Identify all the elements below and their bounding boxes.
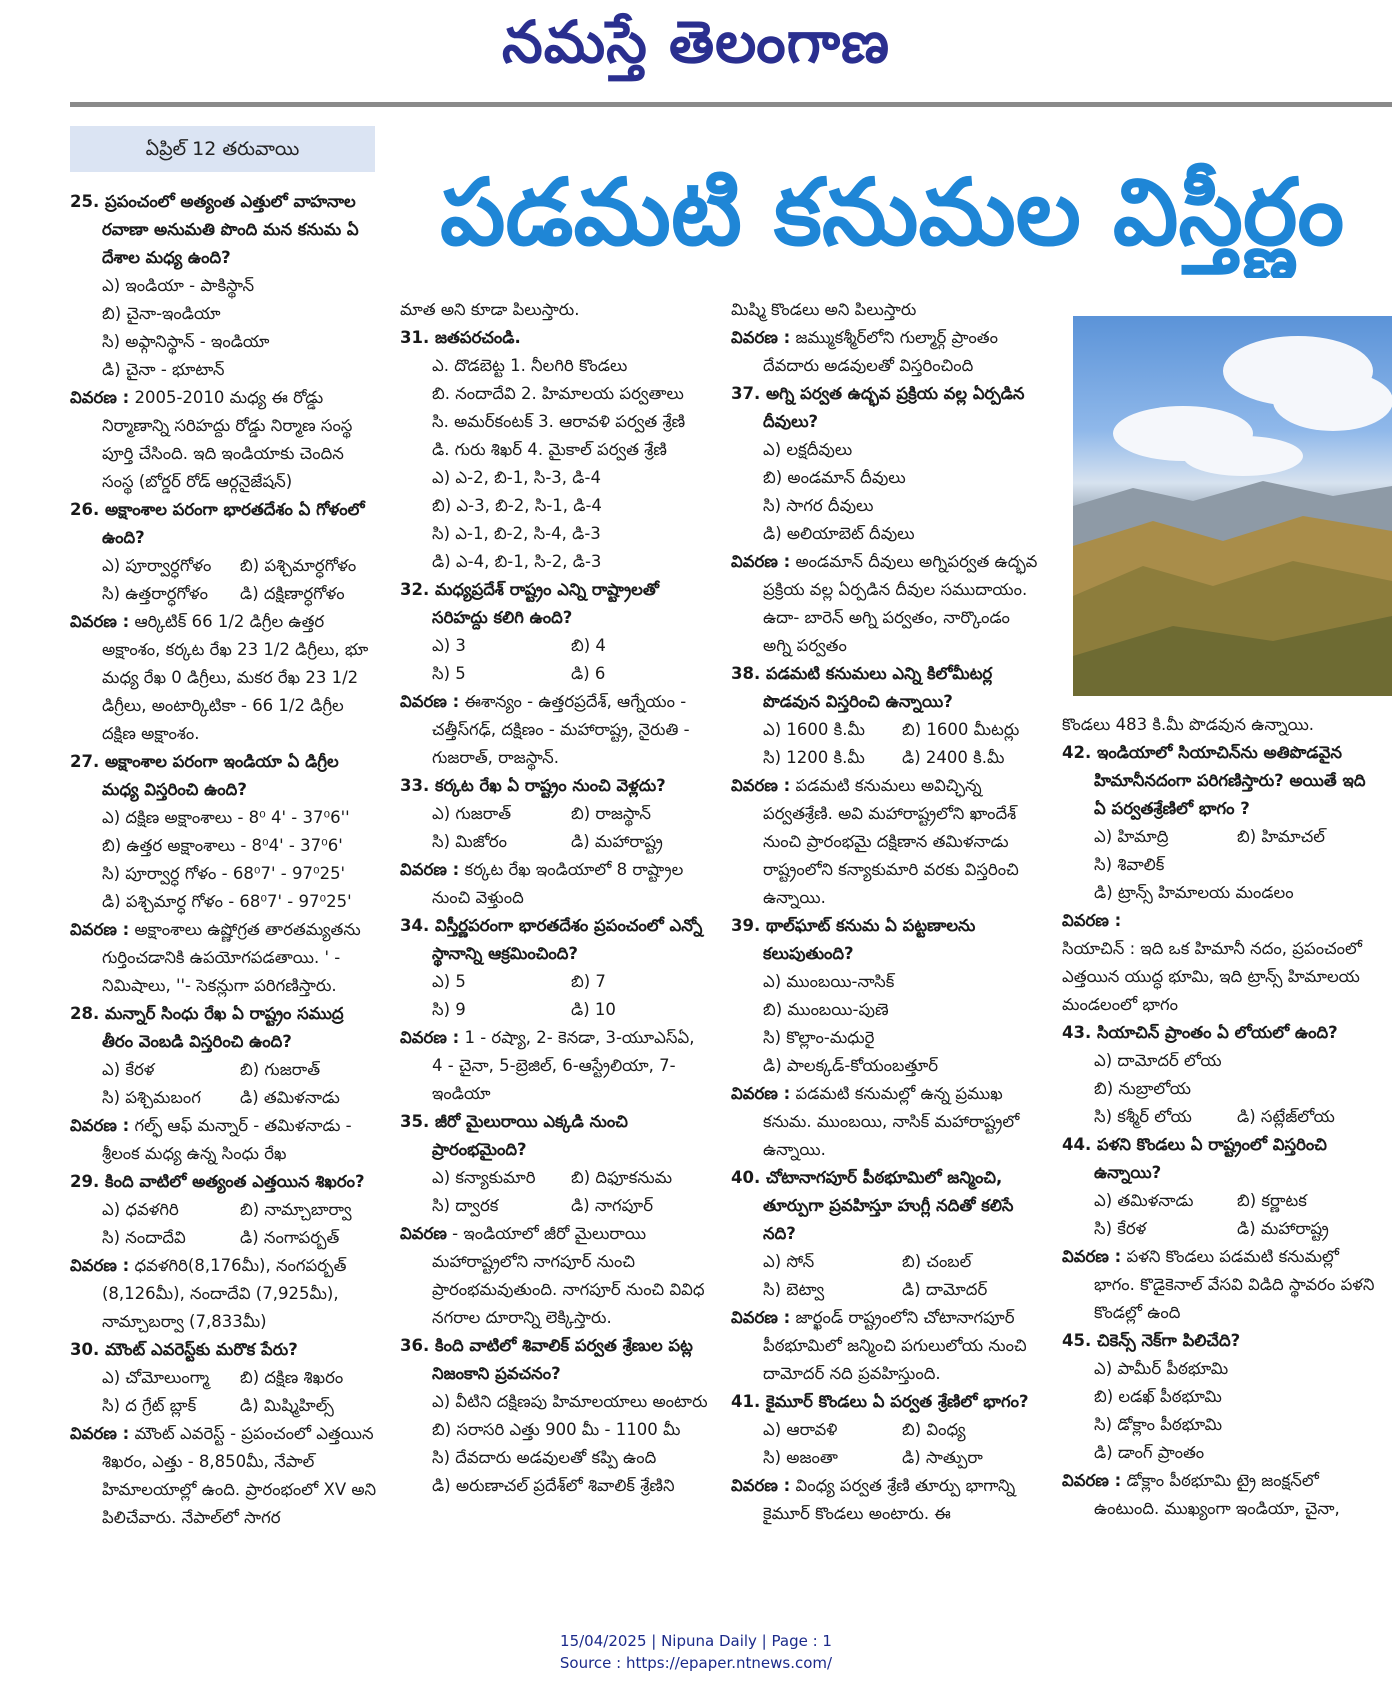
explanation xyxy=(70,608,378,748)
answer-option: సి) నందాదేవి xyxy=(102,1228,186,1247)
explanation-label: వివరణ : xyxy=(400,692,460,711)
answer-option-pair xyxy=(400,968,710,996)
answer-option: డి) డాంగ్ ప్రాంతం xyxy=(1094,1443,1205,1462)
answer-option: ఎ) 5 xyxy=(432,972,466,991)
question-text: 28. మన్నార్ సింధు రేఖ ఏ రాష్ట్రం సముద్ర తీరం వెంబడి విస్తరించి ఉంది? xyxy=(70,1004,344,1051)
question-text: 45. చికెన్స్ నెక్‌గా పిలిచేది? xyxy=(1062,1331,1241,1350)
explanation-text: డోక్లాం పీఠభూమి ట్రై జంక్షన్‌లో ఉంటుంది. ముఖ్యంగా ఇండియా, చైనా, xyxy=(1094,1471,1340,1518)
question-text: 38. పడమటి కనుమలు ఎన్ని కిలోమీటర్ల పొడవున విస్తరించి ఉన్నాయి? xyxy=(731,664,993,711)
answer-option: బి) ముంబయి-పుణె xyxy=(763,1000,889,1019)
answer-option: డి) పాలక్కడ్-కోయంబత్తూర్ xyxy=(763,1056,939,1075)
header-divider xyxy=(70,102,1392,107)
answer-option: బి) నుబ్రాలోయ xyxy=(1094,1079,1191,1098)
explanation xyxy=(70,1112,378,1168)
explanation-text: జమ్ముకశ్మీర్‌లోని గుల్మార్గ్ ప్రాంతం దేవదారు అడవులతో విస్తరించింది xyxy=(763,328,998,375)
answer-option: సి) డోక్లాం పీఠభూమి xyxy=(1094,1415,1223,1434)
explanation-text: ఆర్కిటిక్ 66 1/2 డిగ్రీల ఉత్తర అక్షాంశం, కర్కట రేఖ 23 1/2 డిగ్రీలు, భూ మధ్య రేఖ 0 డిగ్రీలు, మకర రేఖ 23 1/2 డిగ్రీలు, అంటార్కిటికా - 66 1/2 డిగ్రీల దక్షిణ అక్షాంశం. xyxy=(102,612,369,743)
answer-option: డి) 10 xyxy=(571,1000,616,1019)
answer-option-pair xyxy=(400,660,710,688)
answer-option: బి) లడఖ్ పీఠభూమి xyxy=(1094,1387,1222,1406)
answer-option: డి) మహారాష్ట్ర xyxy=(1237,1219,1329,1238)
answer-option: డి) నాగపూర్ xyxy=(571,1196,654,1215)
explanation xyxy=(1062,1467,1380,1523)
answer-option: ఎ) ఇండియా - పాకిస్థాన్ xyxy=(102,276,255,295)
explanation-text: ఈశాన్యం - ఉత్తరప్రదేశ్, ఆగ్నేయం - చత్తీస్‌గఢ్, దక్షిణం - మహారాష్ట్ర, నైరుతి - గుజరాత్, రాజస్థాన్. xyxy=(432,692,690,767)
answer-option-pair xyxy=(1062,1215,1380,1243)
explanation-label: వివరణ : xyxy=(1062,1471,1122,1490)
answer-option: ఎ) లక్షదీవులు xyxy=(763,440,853,459)
answer-option: సి) 5 xyxy=(432,664,466,683)
explanation-label: వివరణ : xyxy=(70,612,130,631)
question-text: 30. మౌంట్ ఎవరెస్ట్‌కు మరొక పేరు? xyxy=(70,1340,298,1359)
answer-option-pair xyxy=(70,1056,378,1084)
explanation-text: - ఇండియాలో జీరో మైలురాయి మహారాష్ట్రలోని నాగపూర్ నుంచి ప్రారంభమవుతుంది. నాగపూర్ నుంచి వివిధ నగరాల దూరాన్ని లెక్కిస్తారు. xyxy=(432,1224,705,1327)
explanation-text: అండమాన్ దీవులు అగ్నిపర్వత ఉద్భవ ప్రక్రియ వల్ల ఏర్పడిన దీవుల సముదాయం. ఉదా- బారెన్ అగ్ని పర్వతం, నార్కొండం అగ్ని పర్వతం xyxy=(763,552,1038,655)
answer-option: ఎ) సోన్ xyxy=(763,1252,815,1271)
answer-option-pair xyxy=(731,744,1041,772)
answer-option: సి. అమర్‌కంటక్ 3. ఆరావళి పర్వత శ్రేణి xyxy=(432,412,686,431)
answer-option-pair xyxy=(400,632,710,660)
answer-option: ఎ) చోమోలుంగ్మా xyxy=(102,1368,210,1387)
answer-option: బి) దక్షిణ శిఖరం xyxy=(240,1368,344,1387)
answer-option-pair xyxy=(731,716,1041,744)
answer-option: బి) నామ్చాబార్వా xyxy=(240,1200,352,1219)
question-text: 40. చోటానాగపూర్ పీఠభూమిలో జన్మించి, తూర్పుగా ప్రవహిస్తూ హుగ్లీ నదితో కలిసే నది? xyxy=(731,1168,1014,1243)
explanation xyxy=(70,916,378,1000)
answer-option-pair xyxy=(70,1364,378,1392)
answer-option: సి) బెట్వా xyxy=(763,1280,825,1299)
answer-option: సి) సాగర దీవులు xyxy=(763,496,874,515)
answer-option: బి) ఉత్తర అక్షాంశాలు - 8⁰4' - 37⁰6' xyxy=(102,836,343,855)
answer-option: బి) ఎ-3, బి-2, సి-1, డి-4 xyxy=(432,496,602,515)
explanation xyxy=(70,384,378,496)
footer-date-line: 15/04/2025 | Nipuna Daily | Page : 1 xyxy=(560,1632,832,1650)
explanation xyxy=(731,548,1041,660)
explanation xyxy=(731,1472,1041,1528)
answer-option-pair xyxy=(731,1444,1041,1472)
answer-option: డి) తమిళనాడు xyxy=(240,1088,340,1107)
question-text: 41. కైమూర్ కొండలు ఏ పర్వత శ్రేణిలో భాగం? xyxy=(731,1392,1029,1411)
explanation-label: వివరణ : xyxy=(731,1084,791,1103)
explanation xyxy=(731,1304,1041,1388)
answer-option: ఎ) 3 xyxy=(432,636,466,655)
answer-option: డి) మహారాష్ట్ర xyxy=(571,832,663,851)
page-headline: పడమటి కనుమల విస్తీర్ణం xyxy=(440,159,1345,266)
question-text: 44. పళని కొండలు ఏ రాష్ట్రంలో విస్తరించి ఉన్నాయి? xyxy=(1062,1135,1327,1182)
explanation-label: వివరణ : xyxy=(731,776,791,795)
answer-option: బి) పశ్చిమార్ధగోళం xyxy=(240,556,357,575)
question-text: 34. విస్తీర్ణపరంగా భారతదేశం ప్రపంచంలో ఎన్నో స్థానాన్ని ఆక్రమించింది? xyxy=(400,916,703,963)
explanation-text: అక్షాంశాలు ఉష్ణోగ్రత తారతమ్యతను గుర్తించడానికి ఉపయోగపడతాయి. ' - నిమిషాలు, ''- సెకన్లుగా పరిగణిస్తారు. xyxy=(102,920,361,995)
explanation-label: వివరణ : xyxy=(731,1308,791,1327)
explanation-label: వివరణ : xyxy=(70,920,130,939)
explanation-text: కర్కట రేఖ ఇండియాలో 8 రాష్ట్రాల నుంచి వెళ్తుంది xyxy=(432,860,684,907)
answer-option: డి) నంగాపర్బత్ xyxy=(240,1228,340,1247)
answer-option: బి. నందాదేవి 2. హిమాలయ పర్వతాలు xyxy=(432,384,684,403)
answer-option: బి) హిమాచల్ xyxy=(1237,827,1325,846)
article-column-4 xyxy=(1062,711,1380,1523)
answer-option: డి) సట్లేజ్‌లోయ xyxy=(1237,1107,1335,1126)
answer-option-pair xyxy=(70,1196,378,1224)
answer-option-pair xyxy=(731,1416,1041,1444)
answer-option: ఎ) ఎ-2, బి-1, సి-3, డి-4 xyxy=(432,468,601,487)
continuation-text: మిష్మి కొండలు అని పిలుస్తారు xyxy=(731,300,917,319)
answer-option: డి) దక్షిణార్ధగోళం xyxy=(240,584,345,603)
explanation-text: వింధ్య పర్వత శ్రేణి తూర్పు భాగాన్ని కైమూర్ కొండలు అంటారు. ఈ xyxy=(763,1476,1016,1523)
answer-option: డి) చైనా - భూటాన్ xyxy=(102,360,225,379)
article-column-1 xyxy=(70,188,378,1532)
explanation-text: మౌంట్ ఎవరెస్ట్ - ప్రపంచంలో ఎత్తయిన శిఖరం, ఎత్తు - 8,850మీ, నేపాల్ హిమాలయాల్లో ఉంది. ప్రారంభంలో XV అని పిలిచేవారు. నేపాల్‌లో సాగర xyxy=(102,1424,377,1527)
answer-option: డి) ట్రాన్స్ హిమాలయ మండలం xyxy=(1094,883,1294,902)
explanation-label: వివరణ : xyxy=(400,1028,460,1047)
answer-option: ఎ) కేరళ xyxy=(102,1060,155,1079)
explanation-label: వివరణ : xyxy=(70,1116,130,1135)
answer-option-pair xyxy=(400,828,710,856)
answer-option: సి) మిజోరం xyxy=(432,832,508,851)
question-text: 42. ఇండియాలో సియాచిన్‌ను అతిపొడవైన హిమానీనదంగా పరిగణిస్తారు? అయితే ఇది ఏ పర్వతశ్రేణిలో భాగం ? xyxy=(1062,743,1366,818)
answer-option: ఎ) వీటిని దక్షిణపు హిమాలయాలు అంటారు xyxy=(432,1392,708,1411)
answer-option: డి. గురు శిఖర్ 4. మైకాల్ పర్వత శ్రేణి xyxy=(432,440,667,459)
mountain-landscape-photo xyxy=(1073,316,1392,696)
answer-option: ఎ) దక్షిణ అక్షాంశాలు - 8⁰ 4' - 37⁰6'' xyxy=(102,808,350,827)
article-column-2 xyxy=(400,296,710,1500)
page-footer xyxy=(0,1630,1392,1674)
answer-option: సి) పశ్చిమబంగ xyxy=(102,1088,201,1107)
answer-option: బి) సరాసరి ఎత్తు 900 మీ - 1100 మీ xyxy=(432,1420,681,1439)
answer-option: ఎ) దామోదర్ లోయ xyxy=(1094,1051,1222,1070)
answer-option-pair xyxy=(70,1224,378,1252)
answer-option: డి) సాత్పురా xyxy=(902,1448,983,1467)
answer-option-pair xyxy=(70,580,378,608)
answer-option: సి) అఫ్గానిస్థాన్ - ఇండియా xyxy=(102,332,270,351)
answer-option: డి) అరుణాచల్ ప్రదేశ్‌లో శివాలిక్ శ్రేణిని xyxy=(432,1476,675,1495)
answer-option: బి) రాజస్థాన్ xyxy=(571,804,651,823)
answer-option: సి) ఉత్తరార్ధగోళం xyxy=(102,584,209,603)
answer-option: సి) ఎ-1, బి-2, సి-4, డి-3 xyxy=(432,524,601,543)
answer-option: ఎ) ఆరావళి xyxy=(763,1420,838,1439)
explanation xyxy=(731,324,1041,380)
answer-option: బి) 1600 మీటర్లు xyxy=(902,720,1020,739)
answer-option: సి) కేరళ xyxy=(1094,1219,1147,1238)
answer-option-pair xyxy=(400,800,710,828)
footer-source-line: Source : https://epaper.ntnews.com/ xyxy=(559,1654,833,1672)
explanation xyxy=(1062,907,1380,935)
explanation-text: జార్ఖండ్ రాష్ట్రంలోని చోటానాగపూర్ పీఠభూమిలో జన్మించి పగులులోయ నుంచి దామోదర్ నది ప్రవహిస్తుంది. xyxy=(763,1308,1027,1383)
answer-option: ఎ) హిమాద్రి xyxy=(1094,827,1169,846)
answer-option-pair xyxy=(400,996,710,1024)
answer-option: బి) వింధ్య xyxy=(902,1420,966,1439)
question-text: 26. అక్షాంశాల పరంగా భారతదేశం ఏ గోళంలో ఉంది? xyxy=(70,500,365,547)
question-text: 27. అక్షాంశాల పరంగా ఇండియా ఏ డిగ్రీల మధ్య విస్తరించి ఉంది? xyxy=(70,752,339,799)
question-text: 25. ప్రపంచంలో అత్యంత ఎత్తులో వాహనాల రవాణా అనుమతి పొంది మన కనుమ ఏ దేశాల మధ్య ఉంది? xyxy=(70,192,359,267)
explanation-text: 1 - రష్యా, 2- కెనడా, 3-యూఎస్ఏ, 4 - చైనా, 5-బ్రెజిల్, 6-ఆస్ట్రేలియా, 7-ఇండియా xyxy=(432,1028,695,1103)
date-band: ఏప్రిల్ 12 తరువాయి xyxy=(70,126,375,172)
answer-option: ఎ) పూర్వార్ధగోళం xyxy=(102,556,212,575)
explanation xyxy=(731,1080,1041,1164)
question-text: 36. కింది వాటిలో శివాలిక్ పర్వత శ్రేణుల పట్ల నిజంకాని ప్రవచనం? xyxy=(400,1336,693,1383)
answer-option: సి) దేవదారు అడవులతో కప్పి ఉంది xyxy=(432,1448,657,1467)
answer-option: బి) అండమాన్ దీవులు xyxy=(763,468,906,487)
answer-option: సి) పూర్వార్ధ గోళం - 68⁰7' - 97⁰25' xyxy=(102,864,346,883)
explanation xyxy=(1062,1243,1380,1327)
answer-option: డి) పశ్చిమార్ధ గోళం - 68⁰7' - 97⁰25' xyxy=(102,892,352,911)
continuation-text: కొండలు 483 కి.మీ పొడవున ఉన్నాయి. xyxy=(1062,715,1315,734)
answer-option: సి) అజంతా xyxy=(763,1448,838,1467)
explanation-text: పడమటి కనుమల్లో ఉన్న ప్రముఖ కనుమ. ముంబయి, నాసిక్ మహారాష్ట్రలో ఉన్నాయి. xyxy=(763,1084,1020,1159)
answer-option: బి) చంబల్ xyxy=(902,1252,972,1271)
explanation-label: వివరణ : xyxy=(731,1476,791,1495)
answer-option: ఎ) 1600 కి.మీ xyxy=(763,720,865,739)
answer-option: బి) గుజరాత్ xyxy=(240,1060,321,1079)
answer-option: సి) 9 xyxy=(432,1000,466,1019)
answer-option-pair xyxy=(1062,1103,1380,1131)
answer-option: ఎ) ధవళగిరి xyxy=(102,1200,179,1219)
article-column-3 xyxy=(731,296,1041,1528)
explanation-label: వివరణ : xyxy=(70,388,130,407)
answer-option: డి) 6 xyxy=(571,664,606,683)
question-text: 31. జతపరచండి. xyxy=(400,328,521,347)
answer-option-pair xyxy=(731,1276,1041,1304)
answer-option: బి) 7 xyxy=(571,972,606,991)
answer-option: బి) కర్ణాటక xyxy=(1237,1191,1307,1210)
answer-option: డి) దామోదర్ xyxy=(902,1280,988,1299)
answer-option: బి) 4 xyxy=(571,636,606,655)
answer-option: సి) కొల్లాం-మధురై xyxy=(763,1028,875,1047)
continuation-text: మాత అని కూడా పిలుస్తారు. xyxy=(400,300,580,319)
answer-option-pair xyxy=(70,1392,378,1420)
explanation xyxy=(400,688,710,772)
explanation xyxy=(70,1420,378,1532)
explanation xyxy=(731,772,1041,912)
answer-option: డి) ఎ-4, బి-1, సి-2, డి-3 xyxy=(432,552,602,571)
question-text: 29. కింది వాటిలో అత్యంత ఎత్తయిన శిఖరం? xyxy=(70,1172,365,1191)
explanation xyxy=(400,1220,710,1332)
explanation-label: వివరణ : xyxy=(731,328,791,347)
answer-option: ఎ) తమిళనాడు xyxy=(1094,1191,1194,1210)
answer-option-pair xyxy=(70,1084,378,1112)
question-text: 43. సియాచిన్ ప్రాంతం ఏ లోయలో ఉంది? xyxy=(1062,1023,1338,1042)
explanation-text: గల్ఫ్ ఆఫ్ మన్నార్ - తమిళనాడు - శ్రీలంక మధ్య ఉన్న సింధు రేఖ xyxy=(102,1116,352,1163)
question-text: 32. మధ్యప్రదేశ్ రాష్ట్రం ఎన్ని రాష్ట్రాలతో సరిహద్దు కలిగి ఉంది? xyxy=(400,580,659,627)
explanation xyxy=(70,1252,378,1336)
continuation-text: సియాచిన్ : ఇది ఒక హిమానీ నదం, ప్రపంచంలో ఎత్తయిన యుద్ధ భూమి, ఇది ట్రాన్స్ హిమాలయ మండలంలో భాగం xyxy=(1062,939,1362,1014)
question-text: 37. అగ్ని పర్వత ఉద్భవ ప్రక్రియ వల్ల ఏర్పడిన దీవులు? xyxy=(731,384,1025,431)
explanation-label: వివరణ : xyxy=(400,860,460,879)
answer-option: సి) 1200 కి.మీ xyxy=(763,748,865,767)
answer-option: సి) కశ్మీర్ లోయ xyxy=(1094,1107,1192,1126)
answer-option: బి) చైనా-ఇండియా xyxy=(102,304,221,323)
answer-option: సి) శివాలిక్ xyxy=(1094,855,1165,874)
explanation-label: వివరణ : xyxy=(70,1256,130,1275)
answer-option-pair xyxy=(70,552,378,580)
question-text: 33. కర్కట రేఖ ఏ రాష్ట్రం నుంచి వెళ్లదు? xyxy=(400,776,666,795)
explanation-label: వివరణ : xyxy=(70,1424,130,1443)
answer-option: డి) 2400 కి.మీ xyxy=(902,748,1005,767)
explanation-text: 2005-2010 మధ్య ఈ రోడ్డు నిర్మాణాన్ని సరిహద్దు రోడ్డు నిర్మాణ సంస్థ పూర్తి చేసింది. ఇది ఇండియాకు చెందిన సంస్థ (బోర్డర్ రోడ్ ఆర్గనైజేషన్) xyxy=(102,388,353,491)
answer-option: ఎ) పామీర్ పీఠభూమి xyxy=(1094,1359,1229,1378)
question-text: 39. థాల్‌ఘాట్ కనుమ ఏ పట్టణాలను కలుపుతుంది? xyxy=(731,916,976,963)
answer-option: ఎ) గుజరాత్ xyxy=(432,804,512,823)
answer-option-pair xyxy=(1062,1187,1380,1215)
answer-option: ఎ. దొడబెట్ట 1. నీలగిరి కొండలు xyxy=(432,356,628,375)
answer-option: ఎ) ముంబయి-నాసిక్ xyxy=(763,972,895,991)
explanation-text: పళని కొండలు పడమటి కనుమల్లో భాగం. కొడైకెనాల్ వేసవి విడిది స్థావరం పళని కొండల్లో ఉంది xyxy=(1094,1247,1375,1322)
answer-option: బి) దిఫూకనుమ xyxy=(571,1168,673,1187)
explanation-label: వివరణ : xyxy=(1062,911,1122,930)
answer-option-pair xyxy=(731,1248,1041,1276)
explanation-label: వివరణ xyxy=(400,1224,447,1243)
masthead-logo: నమస్తే తెలంగాణ xyxy=(502,8,890,76)
answer-option-pair xyxy=(400,1192,710,1220)
explanation xyxy=(400,856,710,912)
explanation-label: వివరణ : xyxy=(1062,1247,1122,1266)
explanation-text: పడమటి కనుమలు అవిచ్ఛిన్న పర్వతశ్రేణి. అవి మహారాష్ట్రలోని ఖాందేశ్ నుంచి ప్రారంభమై దక్షిణాన తమిళనాడు రాష్ట్రంలోని కన్యాకుమారి వరకు విస్తరించి ఉన్నాయి. xyxy=(763,776,1019,907)
answer-option: సి) ద గ్రేట్ బ్లాక్ xyxy=(102,1396,197,1415)
answer-option: ఎ) కన్యాకుమారి xyxy=(432,1168,536,1187)
explanation-text: ధవళగిరి(8,176మీ), నంగపర్బత్ (8,126మీ), నందాదేవి (7,925మీ), నామ్చాబర్వా (7,833మీ) xyxy=(102,1256,347,1331)
answer-option: డి) అలియాబెట్ దీవులు xyxy=(763,524,915,543)
explanation-label: వివరణ : xyxy=(731,552,791,571)
answer-option: డి) మిష్మిహిల్స్ xyxy=(240,1396,334,1415)
explanation xyxy=(400,1024,710,1108)
answer-option-pair xyxy=(1062,823,1380,851)
answer-option-pair xyxy=(400,1164,710,1192)
question-text: 35. జీరో మైలురాయి ఎక్కడి నుంచి ప్రారంభమైంది? xyxy=(400,1112,628,1159)
answer-option: సి) ద్వారక xyxy=(432,1196,499,1215)
